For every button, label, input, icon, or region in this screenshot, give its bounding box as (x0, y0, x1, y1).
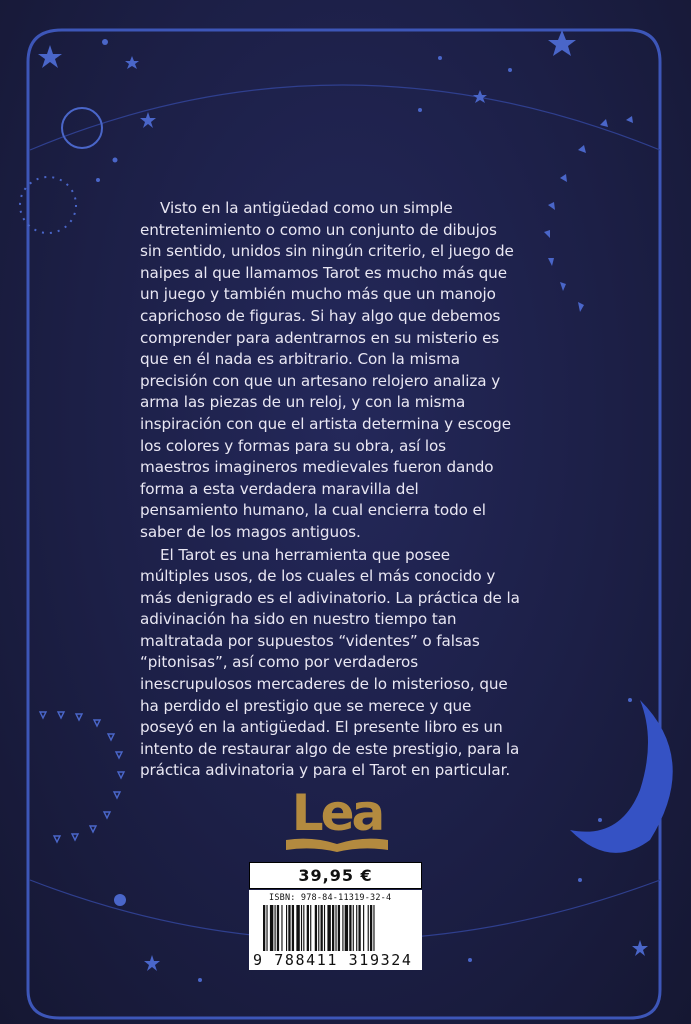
barcode-bar (370, 905, 372, 951)
barcode-bars (263, 905, 413, 953)
price-label (249, 862, 422, 889)
barcode-bar (281, 905, 282, 951)
crescent-moon-icon (570, 700, 673, 853)
planet-icon (62, 108, 102, 148)
barcode-bar (332, 905, 334, 951)
barcode-bar (310, 905, 311, 951)
barcode-bar (303, 905, 304, 951)
barcode-bar (356, 905, 357, 951)
barcode (249, 890, 422, 970)
barcode-bar (373, 905, 374, 951)
barcode-bar (315, 905, 317, 951)
blurb-paragraph-1: Visto en la antigüedad como un simple entretenimiento o como un conjunto de dibujos sin sentido, unidos sin ningún criterio, el juego de naipes al que llamamos Tarot es mucho más que un juego y también mucho más que un manojo caprichoso de figuras. Si hay algo que debemos comprender para adentrarnos en su misterio es que en él nada es arbitrario. Con la misma precisión con que un artesano relojero analiza y arma las piezas de un reloj, y con la misma inspiración con que el artista determina y escoge los colores y formas para su obra, así los maestros imagineros medievales fueron dando forma a esta verdadera maravilla del pensamiento humano, la cual encierra todo el saber de los magos antiguos. (140, 199, 514, 541)
barcode-bar (318, 905, 319, 951)
barcode-bar (275, 905, 276, 951)
barcode-bar (296, 905, 299, 951)
barcode-bar (353, 905, 354, 951)
blurb-paragraph-2: El Tarot es una herramienta que posee múltiples usos, de los cuales el más conocido y más denigrado es el adivinatorio. La práctica de la adivinación ha sido en nuestro tiempo tan maltratada por supuestos “videntes” o falsas “pitonisas”, así como por verdaderos inescrupulosos mercaderes de lo misterioso, que ha perdido el prestigio que se merece y que poseyó en la antigüedad. El presente libro es un intento de restaurar algo de este prestigio, para la práctica adivinatoria y para el Tarot en particular. (140, 545, 520, 780)
barcode-bar (277, 905, 279, 951)
open-book-icon (286, 838, 388, 852)
orbit-arc-top (30, 85, 660, 150)
barcode-bar (292, 905, 294, 951)
barcode-bar (307, 905, 309, 951)
barcode-bar (338, 905, 340, 951)
publisher-logo (286, 784, 388, 854)
barcode-bar (321, 905, 323, 951)
price-value: 39,95 € (298, 866, 373, 885)
barcode-bar (270, 905, 273, 951)
publisher-logo-text: Lea (291, 784, 383, 842)
barcode-bar (345, 905, 348, 951)
back-cover-blurb (140, 198, 520, 782)
barcode-bar (327, 905, 330, 951)
barcode-bar (368, 905, 369, 951)
barcode-bar (266, 905, 267, 951)
isbn-text: ISBN: 978-84-11319-32-4 (269, 893, 392, 903)
barcode-bar (358, 905, 360, 951)
barcode-bar (335, 905, 336, 951)
barcode-bar (288, 905, 290, 951)
barcode-bar (286, 905, 287, 951)
barcode-bar (363, 905, 364, 951)
barcode-bar (301, 905, 302, 951)
triangle-ring-right (544, 116, 633, 312)
barcode-bar (324, 905, 325, 951)
barcode-bar (342, 905, 343, 951)
triangle-ring-left (40, 712, 124, 842)
barcode-bar (263, 905, 265, 951)
barcode-bar (349, 905, 351, 951)
ean-digits: 9 788411 319324 (253, 951, 413, 969)
